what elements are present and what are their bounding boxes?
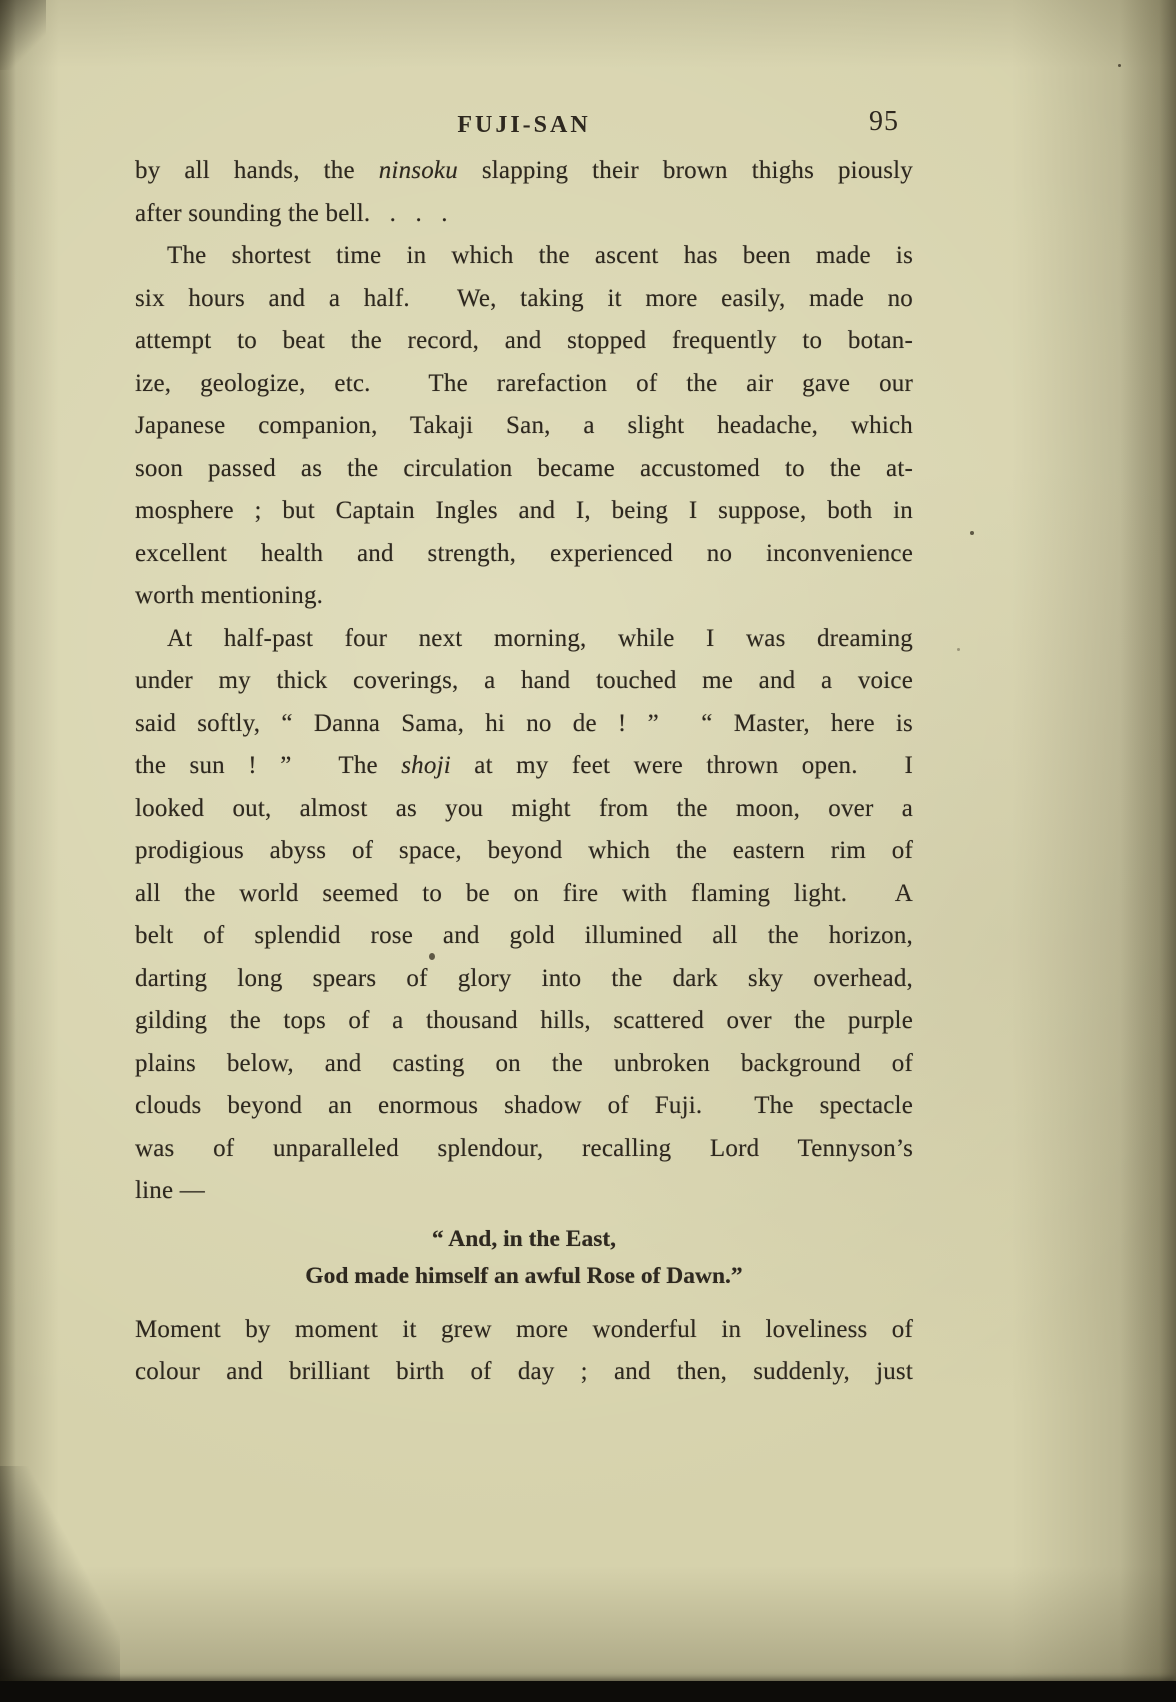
scan-edge-left-shadow	[0, 0, 16, 1702]
quote-line: “ And, in the East,	[431, 1225, 617, 1252]
paragraph	[135, 1309, 913, 1394]
text-line: attempt to beat the record, and stopped frequently to botan-	[135, 327, 913, 354]
text-line: worth mentioning.	[135, 582, 324, 609]
paragraph	[135, 235, 913, 618]
text-line: was of unparalleled splendour, recalling Lord Tennyson’s	[135, 1134, 913, 1162]
text-line: the sun ! ” The shoji at my feet were thrown open. I	[135, 752, 913, 779]
text-line: said softly, “ Danna Sama, hi no de ! ” “ Master, here is	[135, 709, 913, 737]
scan-speck	[970, 531, 974, 535]
text-line: excellent health and strength, experienced no inconvenience	[135, 539, 913, 567]
text-line: after sounding the bell. . . .	[135, 199, 448, 227]
page-header	[135, 106, 913, 152]
page-number: 95	[869, 106, 899, 137]
text-line: under my thick coverings, a hand touched me and a voice	[135, 667, 913, 694]
paragraph	[135, 618, 913, 1213]
text-line: belt of splendid rose and gold illumined all the horizon,	[135, 922, 913, 949]
text-line: Japanese companion, Takaji San, a slight headache, which	[135, 412, 913, 439]
quote-line: God made himself an awful Rose of Dawn.”	[305, 1262, 743, 1289]
text-line: gilding the tops of a thousand hills, scattered over the purple	[135, 1007, 913, 1034]
text-line: soon passed as the circulation became accustomed to the at-	[135, 454, 913, 482]
scan-speck	[957, 648, 960, 651]
text-line: prodigious abyss of space, beyond which the eastern rim of	[135, 837, 913, 864]
text-line: clouds beyond an enormous shadow of Fuji. The spectacle	[135, 1092, 913, 1119]
text-line: The shortest time in which the ascent has been made is	[167, 242, 913, 269]
text-line: At half-past four next morning, while I was dreaming	[167, 624, 913, 652]
running-title: FUJI-SAN	[457, 112, 591, 138]
text-line: plains below, and casting on the unbroken background of	[135, 1049, 913, 1077]
scan-corner-bottom-left-shadow	[0, 1466, 120, 1686]
text-line: mosphere ; but Captain Ingles and I, being I suppose, both in	[135, 497, 913, 524]
scan-speck	[1118, 64, 1121, 67]
text-line: looked out, almost as you might from the moon, over a	[135, 794, 913, 822]
italic-term: ninsoku	[378, 157, 458, 184]
text-line: all the world seemed to be on fire with flaming light. A	[135, 879, 913, 907]
scan-edge-bottom-bar	[0, 1681, 1176, 1702]
scan-corner-top-left-shadow	[0, 0, 46, 70]
text-line: colour and brilliant birth of day ; and then, suddenly, just	[135, 1358, 913, 1385]
verse-quote	[135, 1221, 913, 1295]
italic-term: shoji	[401, 752, 451, 779]
text-line: by all hands, the ninsoku slapping their brown thighs piously	[135, 157, 913, 184]
text-line: Moment by moment it grew more wonderful in loveliness of	[135, 1315, 913, 1343]
paragraph	[135, 150, 913, 235]
scan-edge-right-shadow	[1120, 0, 1176, 1702]
text-line: line —	[135, 1177, 205, 1204]
text-line: six hours and a half. We, taking it more easily, made no	[135, 284, 913, 312]
text-line: ize, geologize, etc. The rarefaction of the air gave our	[135, 369, 913, 397]
text-line: darting long spears of glory into the dark sky overhead,	[135, 964, 913, 992]
text-column	[135, 150, 913, 1394]
